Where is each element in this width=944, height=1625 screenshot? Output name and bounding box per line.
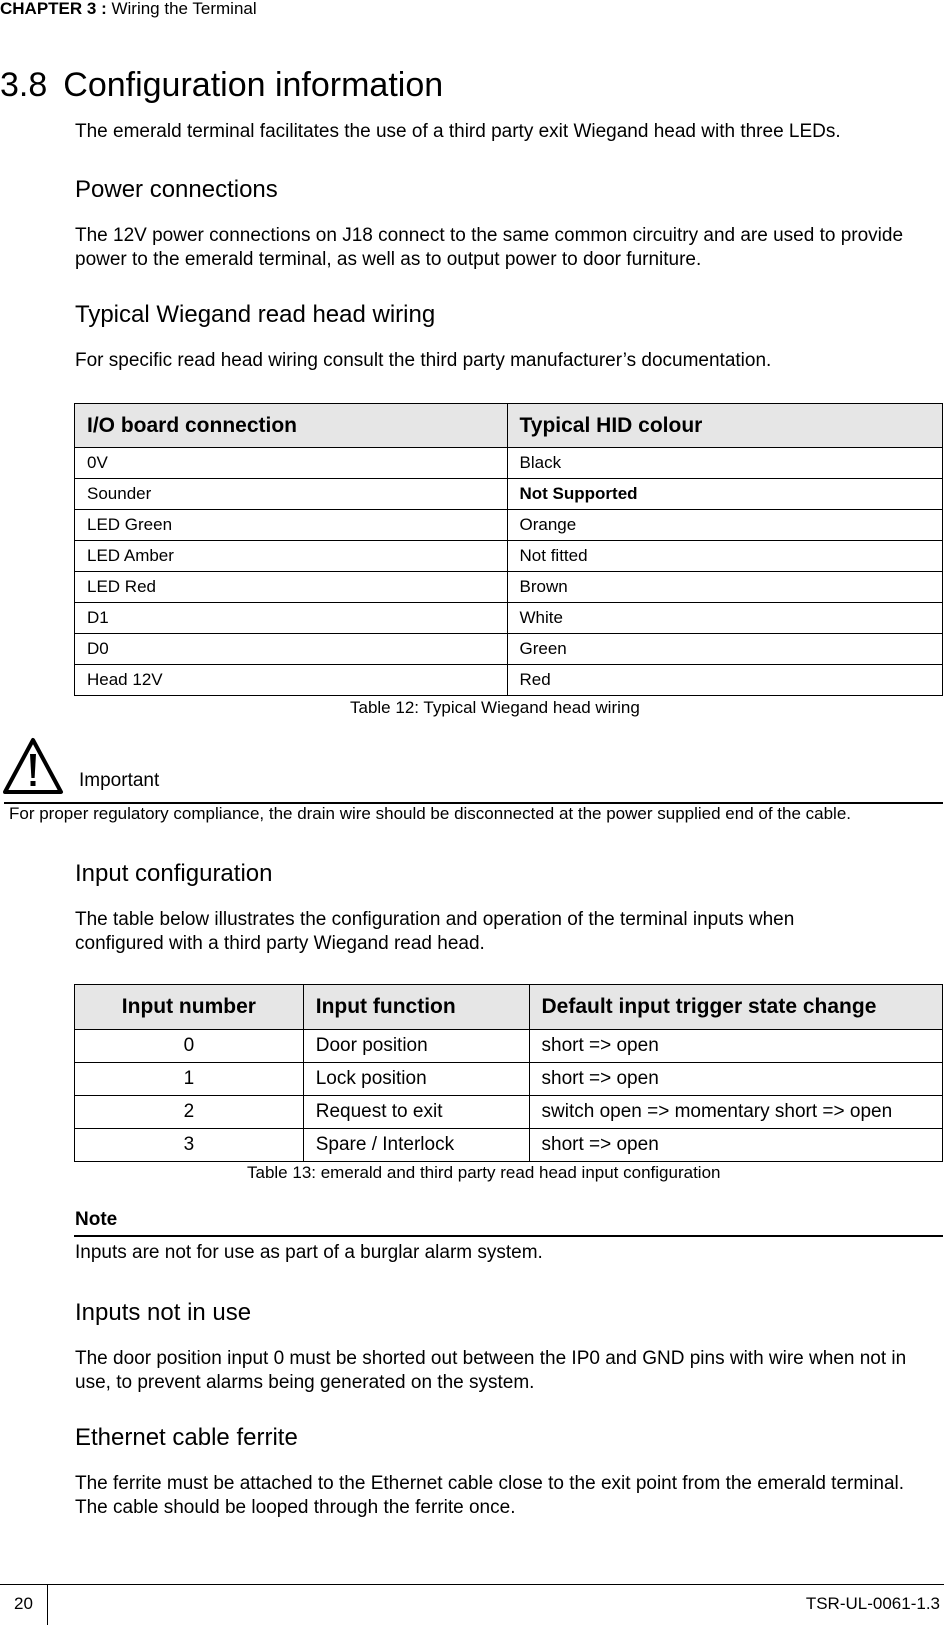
table-row	[75, 1096, 943, 1129]
warning-triangle-icon	[2, 737, 64, 795]
wiegand-wiring-table	[74, 403, 943, 696]
footer-divider	[0, 1584, 944, 1585]
column-header: Input number	[75, 985, 304, 1030]
power-heading: Power connections	[75, 176, 278, 203]
ferrite-paragraph: The ferrite must be attached to the Ethernet cable close to the exit point from the emerald terminal. The cable should be looped through the ferrite once.	[75, 1473, 905, 1518]
table-cell: D1	[75, 603, 508, 634]
table-cell: LED Red	[75, 572, 508, 603]
table-cell: short => open	[529, 1030, 943, 1063]
table-row	[75, 634, 943, 665]
table-row	[75, 665, 943, 696]
table-row	[75, 572, 943, 603]
important-label: Important	[79, 770, 160, 791]
document-id: TSR-UL-0061-1.3	[805, 1594, 940, 1613]
input-config-paragraph: The table below illustrates the configuration and operation of the terminal inputs when configured with a third party Wiegand read head.	[75, 909, 795, 954]
input-config-heading: Input configuration	[75, 860, 273, 887]
inputs-not-in-use-heading: Inputs not in use	[75, 1299, 252, 1326]
table-cell: Door position	[303, 1030, 529, 1063]
table-cell: Not fitted	[507, 541, 942, 572]
table-header-row	[75, 404, 943, 448]
table-row	[75, 541, 943, 572]
table-cell: 0	[75, 1030, 304, 1063]
power-paragraph: The 12V power connections on J18 connect to the same common circuitry and are used to provide power to the emerald terminal, as well as to output power to door furniture.	[75, 225, 904, 270]
section-title	[0, 66, 443, 105]
table-13-caption: Table 13: emerald and third party read head input configuration	[247, 1163, 721, 1182]
table-cell: 1	[75, 1063, 304, 1096]
chapter-label: CHAPTER 3 :	[0, 0, 107, 18]
inputs-not-in-use-paragraph: The door position input 0 must be shorted out between the IP0 and GND pins with wire when not in use, to prevent alarms being generated on the system.	[75, 1348, 907, 1393]
table-cell: Green	[507, 634, 942, 665]
table-cell: switch open => momentary short => open	[529, 1096, 943, 1129]
table-row	[75, 1129, 943, 1162]
table-row	[75, 603, 943, 634]
intro-paragraph: The emerald terminal facilitates the use of a third party exit Wiegand head with three LEDs.	[75, 121, 841, 142]
table-cell: LED Amber	[75, 541, 508, 572]
input-config-table	[74, 984, 943, 1162]
table-cell: short => open	[529, 1063, 943, 1096]
table-cell: 3	[75, 1129, 304, 1162]
column-header: Input function	[303, 985, 529, 1030]
table-cell: Black	[507, 448, 942, 479]
page-number: 20	[14, 1594, 33, 1613]
ferrite-heading: Ethernet cable ferrite	[75, 1424, 298, 1451]
table-cell: Orange	[507, 510, 942, 541]
table-cell: Head 12V	[75, 665, 508, 696]
table-row	[75, 1030, 943, 1063]
table-12-caption: Table 12: Typical Wiegand head wiring	[350, 698, 640, 717]
table-cell: 0V	[75, 448, 508, 479]
chapter-title: Wiring the Terminal	[111, 0, 257, 18]
table-cell: Sounder	[75, 479, 508, 510]
table-row	[75, 448, 943, 479]
table-cell: 2	[75, 1096, 304, 1129]
wiegand-heading: Typical Wiegand read head wiring	[75, 301, 436, 328]
table-cell: Request to exit	[303, 1096, 529, 1129]
column-header: Typical HID colour	[507, 404, 942, 448]
note-text: Inputs are not for use as part of a burglar alarm system.	[75, 1242, 543, 1263]
divider	[74, 1235, 943, 1237]
important-text: For proper regulatory compliance, the drain wire should be disconnected at the power supplied end of the cable.	[9, 804, 852, 823]
section-number: 3.8	[0, 66, 48, 104]
table-row	[75, 510, 943, 541]
table-cell: Lock position	[303, 1063, 529, 1096]
column-header: I/O board connection	[75, 404, 508, 448]
section-title-text: Configuration information	[63, 66, 444, 104]
chapter-header	[0, 0, 257, 19]
table-cell: Not Supported	[507, 479, 942, 510]
table-cell: Red	[507, 665, 942, 696]
note-label: Note	[75, 1209, 118, 1230]
table-header-row	[75, 985, 943, 1030]
table-cell: LED Green	[75, 510, 508, 541]
table-cell: Brown	[507, 572, 942, 603]
footer-divider	[47, 1584, 48, 1625]
column-header: Default input trigger state change	[529, 985, 943, 1030]
table-cell: Spare / Interlock	[303, 1129, 529, 1162]
table-row	[75, 1063, 943, 1096]
table-cell: short => open	[529, 1129, 943, 1162]
table-cell: D0	[75, 634, 508, 665]
table-cell: White	[507, 603, 942, 634]
wiegand-paragraph: For specific read head wiring consult the third party manufacturer’s documentation.	[75, 350, 772, 371]
table-row	[75, 479, 943, 510]
